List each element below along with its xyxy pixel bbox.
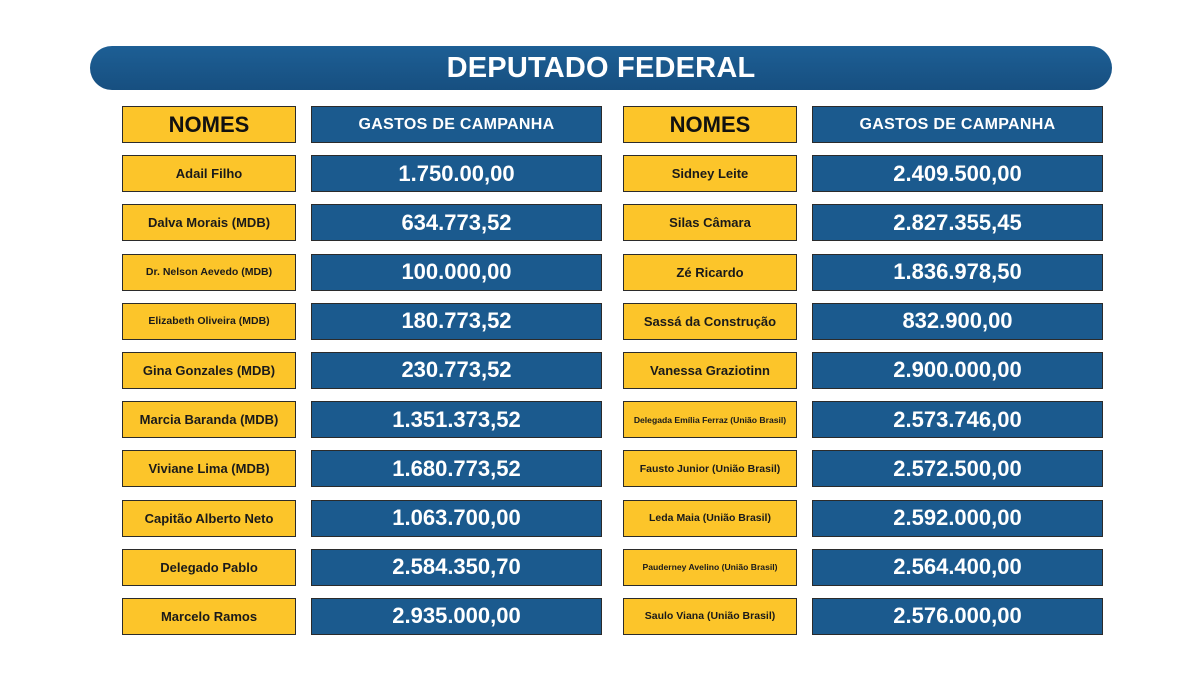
candidate-name: Zé Ricardo bbox=[623, 254, 797, 291]
candidate-name: Sidney Leite bbox=[623, 155, 797, 192]
candidate-name: Dr. Nelson Aevedo (MDB) bbox=[122, 254, 296, 291]
right-names-column bbox=[623, 106, 797, 647]
spending-value: 634.773,52 bbox=[311, 204, 602, 241]
candidate-name: Delegada Emília Ferraz (União Brasil) bbox=[623, 401, 797, 438]
spending-header-left: GASTOS DE CAMPANHA bbox=[311, 106, 602, 143]
left-values-column bbox=[311, 106, 602, 647]
candidate-name: Adail Filho bbox=[122, 155, 296, 192]
candidate-name: Pauderney Avelino (União Brasil) bbox=[623, 549, 797, 586]
spending-value: 2.564.400,00 bbox=[812, 549, 1103, 586]
spending-header-right: GASTOS DE CAMPANHA bbox=[812, 106, 1103, 143]
candidate-name: Delegado Pablo bbox=[122, 549, 296, 586]
candidate-name: Elizabeth Oliveira (MDB) bbox=[122, 303, 296, 340]
candidate-name: Gina Gonzales (MDB) bbox=[122, 352, 296, 389]
candidate-name: Marcia Baranda (MDB) bbox=[122, 401, 296, 438]
spending-value: 2.584.350,70 bbox=[311, 549, 602, 586]
candidate-name: Fausto Junior (União Brasil) bbox=[623, 450, 797, 487]
spending-value: 832.900,00 bbox=[812, 303, 1103, 340]
spending-value: 1.836.978,50 bbox=[812, 254, 1103, 291]
candidate-name: Capitão Alberto Neto bbox=[122, 500, 296, 537]
page-title: DEPUTADO FEDERAL bbox=[446, 51, 756, 84]
candidate-name: Leda Maia (União Brasil) bbox=[623, 500, 797, 537]
candidate-name: Marcelo Ramos bbox=[122, 598, 296, 635]
spending-value: 2.935.000,00 bbox=[311, 598, 602, 635]
candidate-name: Saulo Viana (União Brasil) bbox=[623, 598, 797, 635]
candidate-name: Silas Câmara bbox=[623, 204, 797, 241]
names-header-left: NOMES bbox=[122, 106, 296, 143]
candidate-name: Vanessa Graziotinn bbox=[623, 352, 797, 389]
title-banner bbox=[90, 46, 1112, 90]
spending-value: 2.409.500,00 bbox=[812, 155, 1103, 192]
spending-value: 2.576.000,00 bbox=[812, 598, 1103, 635]
candidate-name: Viviane Lima (MDB) bbox=[122, 450, 296, 487]
spending-value: 2.572.500,00 bbox=[812, 450, 1103, 487]
names-header-right: NOMES bbox=[623, 106, 797, 143]
candidate-name: Dalva Morais (MDB) bbox=[122, 204, 296, 241]
spending-value: 100.000,00 bbox=[311, 254, 602, 291]
spending-value: 1.063.700,00 bbox=[311, 500, 602, 537]
right-values-column bbox=[812, 106, 1103, 647]
spending-value: 2.827.355,45 bbox=[812, 204, 1103, 241]
spending-value: 1.750.00,00 bbox=[311, 155, 602, 192]
spending-value: 230.773,52 bbox=[311, 352, 602, 389]
spending-value: 180.773,52 bbox=[311, 303, 602, 340]
left-names-column bbox=[122, 106, 296, 647]
spending-value: 2.592.000,00 bbox=[812, 500, 1103, 537]
spending-value: 2.573.746,00 bbox=[812, 401, 1103, 438]
spending-value: 1.680.773,52 bbox=[311, 450, 602, 487]
spending-value: 2.900.000,00 bbox=[812, 352, 1103, 389]
spending-value: 1.351.373,52 bbox=[311, 401, 602, 438]
candidate-name: Sassá da Construção bbox=[623, 303, 797, 340]
